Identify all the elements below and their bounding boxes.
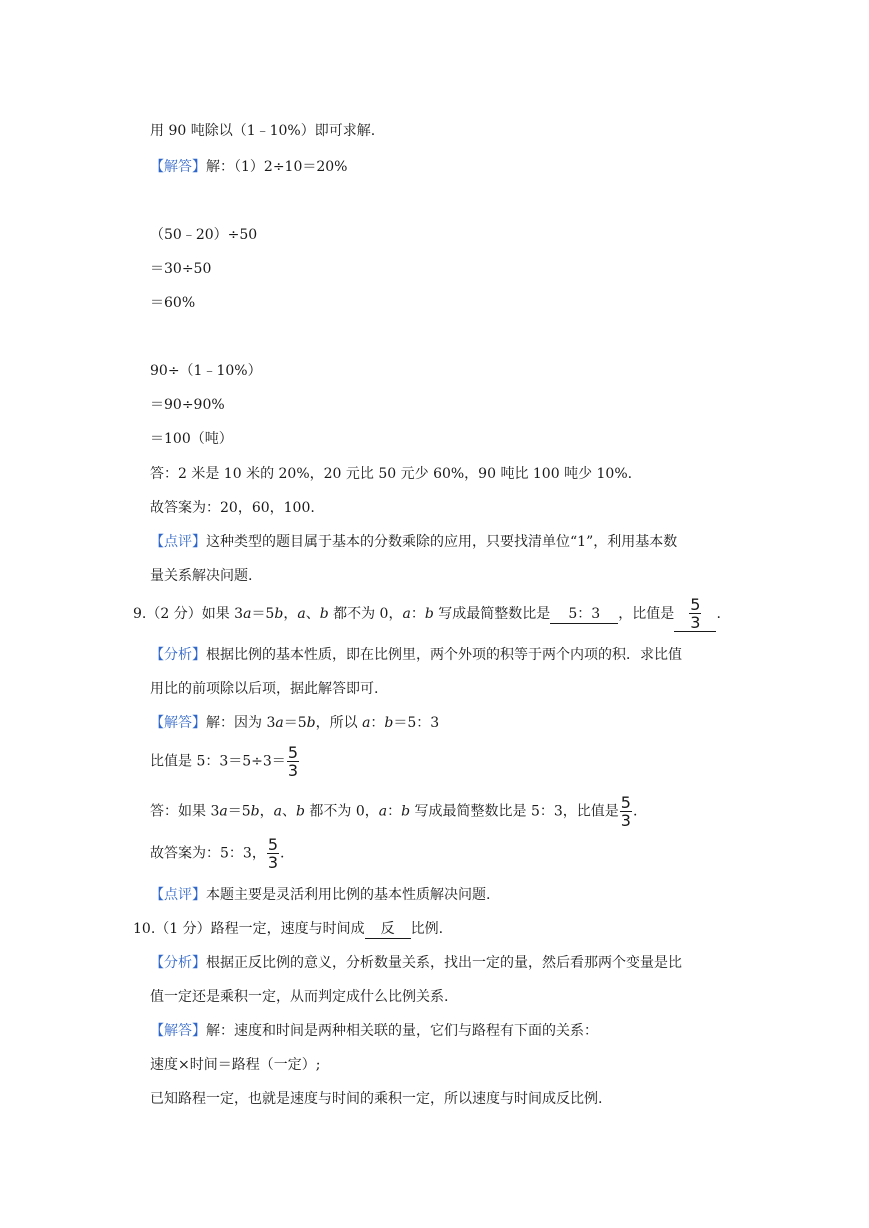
dianping-tag: 【点评】: [150, 534, 206, 550]
calc-line: （50﹣20）÷50: [150, 227, 258, 243]
final-answer: [150, 836, 284, 871]
fenxi-line: [150, 645, 682, 665]
fraction-numerator: 5: [287, 743, 298, 762]
fraction-denominator: 3: [267, 853, 279, 872]
final-answer-text: 故答案为：5：3，: [150, 845, 266, 862]
var-a: a: [273, 803, 282, 820]
jieda-text: 解：因为 3: [206, 715, 276, 731]
fraction-denominator: 3: [690, 613, 701, 632]
comment-line: 量关系解决问题.: [150, 568, 253, 584]
calc-line: ＝30÷50: [150, 261, 212, 277]
fenxi-tag: 【分析】: [150, 647, 206, 663]
fraction: [287, 744, 299, 779]
var-b: b: [250, 803, 260, 820]
calc-line: ＝100（吨）: [150, 431, 233, 447]
comment-text: 本题主要是灵活利用比例的基本性质解决问题.: [206, 887, 491, 903]
var-b: b: [424, 606, 434, 622]
fenxi-text: 根据比例的基本性质，即在比例里，两个外项的积等于两个内项的积．求比值: [206, 647, 682, 663]
jieda-text: 、: [281, 803, 296, 820]
var-a: a: [243, 606, 252, 622]
q9-colon: ：: [410, 606, 425, 622]
question-10: [133, 919, 443, 939]
jieda-line: 已知路程一定，也就是速度与时间的乘积一定，所以速度与时间成反比例.: [150, 1091, 603, 1107]
q9-eq: ＝5: [251, 606, 275, 622]
jieda-tag: 【解答】: [150, 1023, 206, 1039]
var-a: a: [362, 715, 371, 731]
q9-text: 都不为 0，: [328, 606, 403, 622]
calc-line: ＝90÷90%: [150, 397, 225, 413]
q9-text: 写成最简整数比是: [433, 606, 551, 622]
jieda-text: ：: [387, 803, 402, 820]
jieda-text: 比值是 5：3＝5÷3＝: [150, 753, 286, 770]
fraction-denominator: 3: [287, 761, 298, 780]
comment-line: [150, 885, 490, 905]
answer-blank: 反: [365, 920, 411, 939]
fraction: [689, 596, 701, 631]
fraction-numerator: 5: [690, 595, 701, 614]
answer-blank-fraction: [674, 596, 716, 632]
q9-sep: 、: [305, 606, 320, 622]
jieda-dot: .: [632, 803, 638, 820]
var-b: b: [274, 606, 284, 622]
q10-prefix: 10.（1 分）路程一定，速度与时间成: [133, 921, 365, 937]
var-a: a: [219, 803, 228, 820]
jieda-text: ＝5：3: [393, 715, 440, 731]
answer-text: 解：（1）2÷10＝20%: [206, 159, 348, 175]
answer-statement: 答：2 米是 10 米的 20%，20 元比 50 元少 60%，90 吨比 100 吨少 10%.: [150, 466, 633, 482]
final-answer-dot: .: [280, 845, 285, 862]
jieda-tag: 【解答】: [150, 715, 206, 731]
fraction-denominator: 3: [620, 811, 631, 830]
calc-line: ＝60%: [150, 295, 196, 311]
jieda-text: ：: [370, 715, 385, 731]
jieda-line: [150, 744, 300, 779]
jieda-text: ＝5: [283, 715, 307, 731]
q10-suffix: 比例.: [410, 921, 444, 937]
comment-line: [150, 532, 677, 552]
jieda-text: ＝5: [227, 803, 251, 820]
jieda-text: 解：速度和时间是两种相关联的量，它们与路程有下面的关系：: [206, 1023, 598, 1039]
q9-end: .: [716, 606, 721, 622]
var-a: a: [378, 803, 388, 820]
question-9: [133, 596, 721, 632]
jieda-answer-line: [150, 794, 637, 829]
fraction-numerator: 5: [620, 793, 631, 812]
var-a: a: [275, 715, 284, 731]
jieda-text: ，所以: [315, 715, 363, 731]
jieda-line: [150, 713, 439, 733]
fenxi-line: 用比的前项除以后项，据此解答即可.: [150, 681, 379, 697]
text-line: 用 90 吨除以（1﹣10%）即可求解.: [150, 123, 376, 139]
comment-text: 这种类型的题目属于基本的分数乘除的应用，只要找清单位“1”，利用基本数: [206, 534, 678, 550]
fenxi-tag: 【分析】: [150, 955, 206, 971]
fraction: [267, 836, 279, 871]
var-a: a: [402, 606, 411, 622]
jieda-text: ，: [259, 803, 274, 820]
var-b: b: [401, 803, 411, 820]
dianping-tag: 【点评】: [150, 887, 206, 903]
jieda-text: 写成最简整数比是 5：3，比值是: [410, 803, 619, 820]
var-b: b: [306, 715, 316, 731]
answer-blank-ratio: 5：3: [550, 605, 618, 624]
q9-comma: ，: [283, 606, 298, 622]
fenxi-line: 值一定还是乘积一定，从而判定成什么比例关系.: [150, 989, 449, 1005]
answer-line: [150, 157, 347, 177]
var-b: b: [295, 803, 305, 820]
fenxi-text: 根据正反比例的意义，分析数量关系，找出一定的量，然后看那两个变量是比: [206, 955, 682, 971]
var-a: a: [297, 606, 306, 622]
jieda-tag: 【解答】: [150, 159, 206, 175]
q9-text: ，比值是: [618, 606, 675, 622]
q9-prefix: 9.（2 分）如果 3: [133, 606, 244, 622]
jieda-line: 速度×时间＝路程（一定）;: [150, 1057, 321, 1073]
jieda-text: 答：如果 3: [150, 803, 220, 820]
final-answer: 故答案为：20，60，100.: [150, 500, 315, 516]
calc-line: 90÷（1﹣10%）: [150, 363, 262, 379]
var-b: b: [319, 606, 329, 622]
var-b: b: [384, 715, 394, 731]
fraction: [620, 794, 632, 829]
fraction-numerator: 5: [267, 835, 279, 854]
fenxi-line: [150, 953, 682, 973]
jieda-text: 都不为 0，: [304, 803, 379, 820]
jieda-line: [150, 1021, 598, 1041]
